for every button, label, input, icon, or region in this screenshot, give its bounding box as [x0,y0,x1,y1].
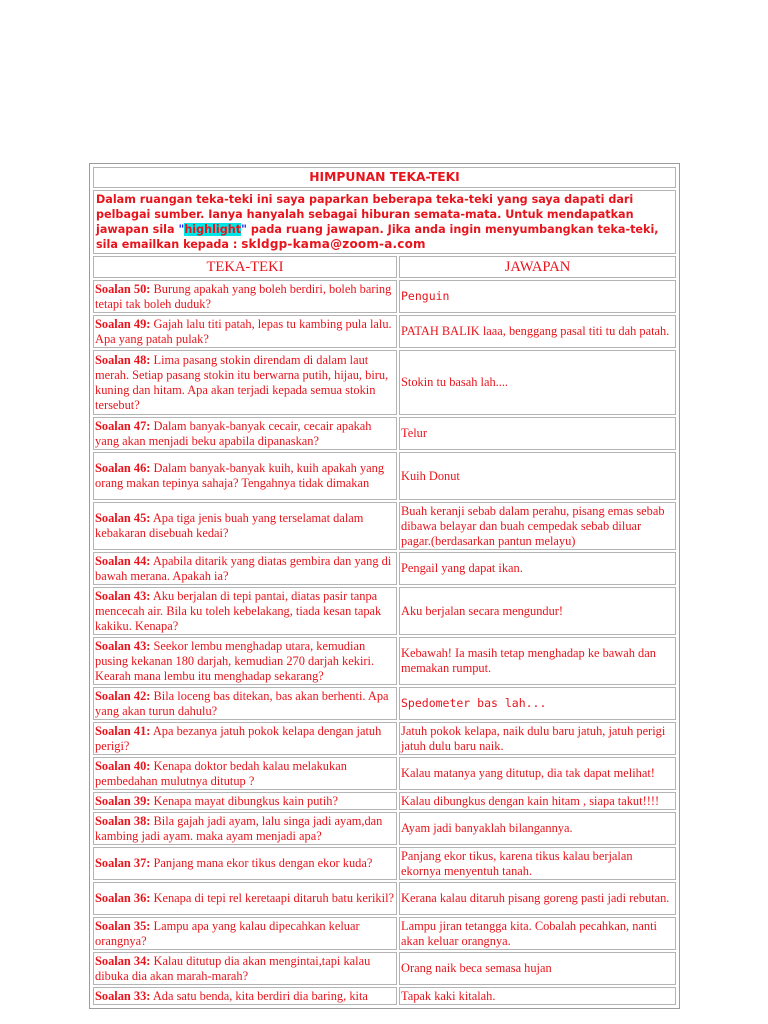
answer-cell[interactable] [399,417,676,450]
table-row [93,882,676,915]
table-row [93,757,676,790]
intro-text [93,190,676,254]
answer-cell[interactable] [399,280,676,313]
question-cell [93,987,397,1005]
answer-cell[interactable] [399,587,676,635]
question-cell [93,552,397,585]
answer-text[interactable]: Jatuh pokok kelapa, naik dulu baru jatuh, jatuh perigi jatuh dulu baru naik. [401,723,666,753]
question-text: Lima pasang stokin direndam di dalam laut merah. Setiap pasang stokin itu berwarna putih, hijau, biru, kuning dan hitam. Apa akan terjadi kepada semua stokin tersebut? [95,352,389,412]
answer-cell[interactable] [399,315,676,348]
question-label: Soalan 47: [95,418,151,433]
answer-text[interactable]: Tapak kaki kitalah. [401,988,496,1003]
question-text: Ada satu benda, kita berdiri dia baring, kita [150,988,368,1003]
quote-close: " [241,223,247,236]
question-label: Soalan 42: [95,688,151,703]
header-row [93,256,676,278]
email-link[interactable]: skldgp-kama@zoom-a.com [241,237,426,251]
question-cell [93,757,397,790]
answer-text[interactable]: Kebawah! Ia masih tetap menghadap ke bawah dan memakan rumput. [401,646,656,675]
question-cell [93,722,397,755]
question-text: Bila loceng bas ditekan, bas akan berhenti. Apa yang akan turun dahulu? [95,688,389,718]
question-label: Soalan 44: [95,553,151,568]
intro-row [93,190,676,254]
answer-cell[interactable] [399,637,676,685]
table-row [93,502,676,550]
answer-text[interactable]: PATAH BALIK laaa, benggang pasal titi tu dah patah. [401,324,670,338]
answer-text[interactable]: Orang naik beca semasa hujan [401,961,552,975]
question-label: Soalan 46: [95,461,151,475]
question-text: Bila gajah jadi ayam, lalu singa jadi ayam,dan kambing jadi ayam. maka ayam menjadi apa? [95,813,383,843]
question-cell [93,587,397,635]
question-text: Gajah lalu titi patah, lepas tu kambing pula lalu. Apa yang patah pulak? [95,316,392,346]
question-text: Seekor lembu menghadap utara, kemudian pusing kekanan 180 darjah, kemudian 270 darjah kekiri. Kearah mana lembu itu menghadap sekarang? [95,638,375,683]
answer-text[interactable]: Ayam jadi banyaklah bilangannya. [401,821,573,835]
intro-line2: pada ruang jawapan. Jika anda ingin menyumbangkan teka-teki, sila emailkan kepada : [96,223,659,251]
table-row [93,350,676,415]
table-row [93,847,676,880]
question-text: Kenapa di tepi rel keretaapi ditaruh batu kerikil? [150,891,395,905]
table-row [93,587,676,635]
question-label: Soalan 49: [95,316,151,331]
question-cell [93,350,397,415]
answer-text[interactable]: Kuih Donut [401,468,460,483]
table-row [93,952,676,985]
question-text: Apa tiga jenis buah yang terselamat dalam kebakaran disebuah kedai? [95,511,364,540]
question-label: Soalan 41: [95,723,151,738]
question-label: Soalan 50: [95,281,151,296]
answer-cell[interactable] [399,552,676,585]
question-label: Soalan 45: [95,511,151,525]
table-row [93,552,676,585]
question-label: Soalan 48: [95,352,151,367]
question-cell [93,502,397,550]
quote-open: " [178,223,185,236]
question-label: Soalan 40: [95,758,151,773]
question-cell [93,637,397,685]
question-text: Aku berjalan di tepi pantai, diatas pasir tanpa mencecah air. Bila ku toleh kebelakang, tiada kesan tapak kakiku. Kenapa? [95,588,382,633]
table-row [93,812,676,845]
intro-line1: Dalam ruangan teka-teki ini saya paparkan beberapa teka-teki yang saya dapati dari pelbagai sumber. Ianya hanyalah sebagai hiburan semata-mata. Untuk mendapatkan jawapan sila [96,193,634,236]
question-text: Dalam banyak-banyak cecair, cecair apakah yang akan menjadi beku apabila dipanaskan? [95,418,372,448]
question-cell [93,452,397,500]
table-row [93,987,676,1005]
question-text: Burung apakah yang boleh berdiri, boleh baring tetapi tak boleh duduk? [95,281,392,311]
column-header-question: TEKA-TEKI [93,256,397,278]
answer-cell[interactable] [399,722,676,755]
question-label: Soalan 43: [95,638,151,653]
question-label: Soalan 34: [95,953,151,968]
answer-text[interactable]: Buah keranji sebab dalam perahu, pisang emas sebab dibawa belayar dan buah cempedak sebab diluar pagar.(berdasarkan pantun melayu) [401,503,665,548]
question-label: Soalan 33: [95,988,151,1003]
question-text: Kenapa doktor bedah kalau melakukan pembedahan mulutnya ditutup ? [95,758,347,788]
table-row [93,687,676,720]
question-label: Soalan 37: [95,856,151,870]
question-cell [93,417,397,450]
question-label: Soalan 35: [95,918,151,933]
answer-cell[interactable] [399,847,676,880]
question-cell [93,882,397,915]
answer-text[interactable]: Kerana kalau ditaruh pisang goreng pasti jadi rebutan. [401,891,670,905]
question-cell [93,847,397,880]
answer-cell[interactable] [399,792,676,810]
question-text: Kalau ditutup dia akan mengintai,tapi kalau dibuka dia akan marah-marah? [95,953,371,983]
answer-text[interactable]: Penguin [401,289,450,303]
answer-cell[interactable] [399,812,676,845]
answer-cell[interactable] [399,987,676,1005]
highlight-word: highlight [184,223,242,236]
table-row [93,637,676,685]
answer-cell[interactable] [399,882,676,915]
riddle-table-container [89,163,680,1009]
question-label: Soalan 43: [95,588,151,603]
question-cell [93,917,397,950]
question-text: Apa bezanya jatuh pokok kelapa dengan jatuh perigi? [95,723,382,753]
page-title: HIMPUNAN TEKA-TEKI [93,167,676,188]
answer-cell[interactable] [399,952,676,985]
question-cell [93,812,397,845]
title-row [93,167,676,188]
question-text: Lampu apa yang kalau dipecahkan keluar orangnya? [95,918,360,948]
answer-text[interactable]: Aku berjalan secara mengundur! [401,603,564,618]
answer-cell[interactable] [399,452,676,500]
question-label: Soalan 36: [95,891,151,905]
answer-text[interactable]: Kalau matanya yang ditutup, dia tak dapat melihat! [401,766,655,780]
answer-cell[interactable] [399,350,676,415]
table-row [93,722,676,755]
riddle-table [91,165,678,1007]
question-label: Soalan 38: [95,813,151,828]
table-row [93,917,676,950]
answer-cell[interactable] [399,757,676,790]
question-cell [93,315,397,348]
table-row [93,417,676,450]
answer-cell[interactable] [399,687,676,720]
answer-text[interactable]: Telur [401,426,427,440]
question-label: Soalan 39: [95,793,151,808]
question-cell [93,280,397,313]
answer-text[interactable]: Stokin tu basah lah.... [401,375,509,389]
answer-cell[interactable] [399,917,676,950]
question-text: Kenapa mayat dibungkus kain putih? [150,793,338,808]
column-header-answer: JAWAPAN [399,256,676,278]
answer-text[interactable]: Spedometer bas lah... [401,696,547,710]
table-row [93,792,676,810]
answer-text[interactable]: Kalau dibungkus dengan kain hitam , siapa takut!!!! [401,793,660,808]
question-cell [93,792,397,810]
answer-text[interactable]: Panjang ekor tikus, karena tikus kalau berjalan ekornya menyentuh tanah. [401,848,633,878]
table-row [93,280,676,313]
answer-cell[interactable] [399,502,676,550]
question-text: Panjang mana ekor tikus dengan ekor kuda? [150,856,373,870]
answer-text[interactable]: Lampu jiran tetangga kita. Cobalah pecahkan, nanti akan keluar orangnya. [401,918,657,948]
question-cell [93,952,397,985]
table-row [93,452,676,500]
question-cell [93,687,397,720]
answer-text[interactable]: Pengail yang dapat ikan. [401,561,523,575]
question-text: Dalam banyak-banyak kuih, kuih apakah yang orang makan tepinya sahaja? Tengahnya tidak dimakan [95,461,385,490]
question-text: Apabila ditarik yang diatas gembira dan yang di bawah merana. Apakah ia? [95,553,392,583]
table-row [93,315,676,348]
